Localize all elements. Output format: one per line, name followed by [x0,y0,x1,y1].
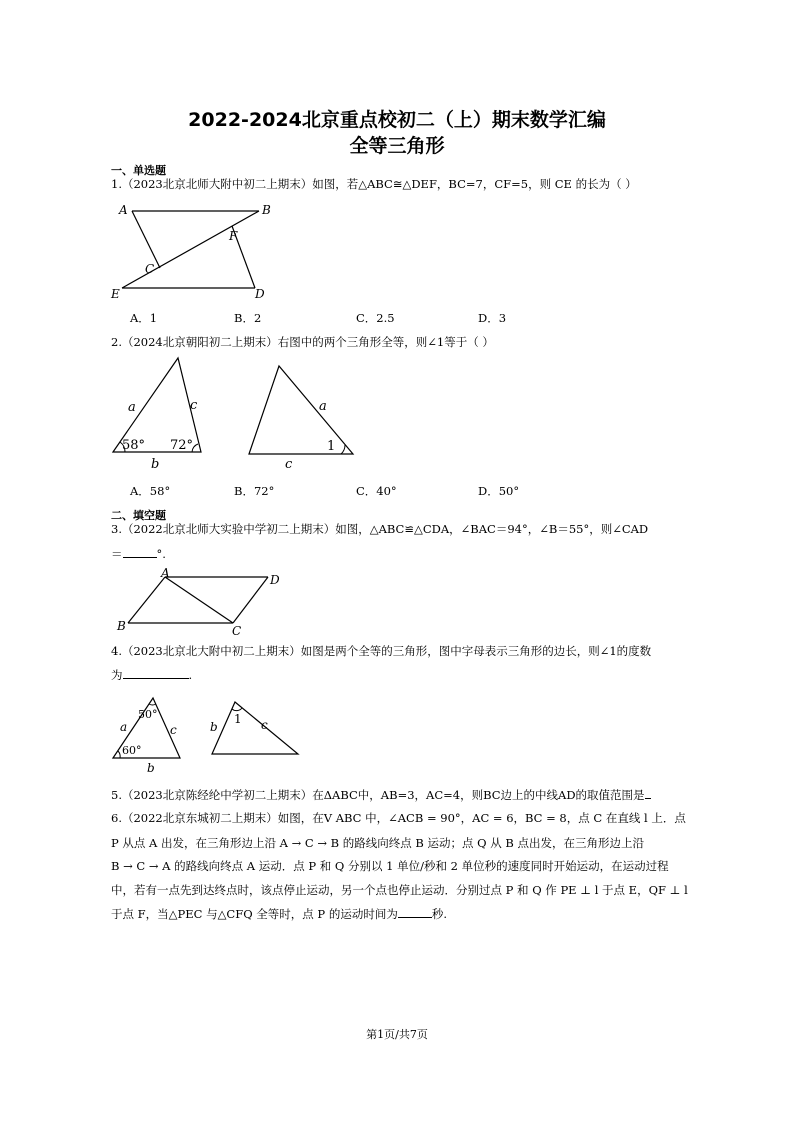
question-2-figure-left [108,352,208,474]
q2-left-angle-72: 72° [170,438,194,453]
q1-line-ac [132,211,160,268]
q2-right-angle-1: 1 [327,439,336,454]
q3-label-c: C [232,624,242,638]
q2-option-c[interactable]: C．40° [356,484,397,498]
question-1-text: 1.（2023北京北师大附中初二上期末）如图，若△ABC≅△DEF，BC=7，CF=5，则 CE 的长为（ ） [111,177,637,191]
q6-unit: 秒. [431,907,447,921]
q2-option-d[interactable]: D．50° [478,484,520,498]
q4-right-side-c: c [261,718,268,732]
q4-prefix: 为 [111,668,123,682]
question-6-line-5 [111,906,447,922]
q5-answer-blank[interactable] [645,787,651,799]
question-1-figure [108,198,288,304]
q1-label-d: D [255,287,265,301]
question-4-figure-right [200,694,305,760]
question-6-line-3: B → C → A 的路线向终点 A 运动．点 P 和 Q 分别以 1 单位/秒和 2 单位秒的速度同时开始运动，在运动过程 [111,859,669,873]
q4-left-angle-60: 60° [122,744,142,757]
q4-left-side-b: b [147,761,155,775]
question-2-figure-right [245,360,360,472]
q1-label-a: A [119,203,128,217]
q2-right-side-a: a [319,399,327,414]
q2-left-side-c: c [190,398,198,413]
q3-line-ab [128,577,165,623]
q1-line-eb [122,211,259,288]
question-6-line-2: P 从点 A 出发，在三角形边上沿 A → C → B 的路线向终点 B 运动；点 Q 从 B 点出发，在三角形边上沿 [111,836,645,850]
question-2-text: 2.（2024北京朝阳初二上期末）右图中的两个三角形全等，则∠1等于（ ） [111,335,494,349]
q1-label-e: E [111,287,120,301]
question-3-text: 3.（2022北京北师大实验中学初二上期末）如图，△ABC≌△CDA，∠BAC＝94°，∠B＝55°，则∠CAD [111,522,649,536]
q1-option-a[interactable]: A．1 [130,311,158,325]
q2-triangle-right [249,366,353,454]
page-number: 第1页/共7页 [366,1028,428,1041]
question-5-text [111,787,651,803]
q4-right-side-b: b [210,720,218,734]
q2-option-b[interactable]: B．72° [234,484,275,498]
q4-angle-arc-1 [232,708,242,711]
q3-line-ac [165,577,233,623]
q4-left-side-a: a [120,720,128,734]
question-4-answer-line [111,667,192,683]
q3-answer-blank[interactable] [123,546,157,558]
q3-label-d: D [270,573,280,587]
q4-angle-arc-bottom [118,751,120,758]
q2-right-side-c: c [285,457,293,472]
q3-label-a: A [161,566,170,580]
q4-suffix: . [188,668,193,682]
page-subtitle: 全等三角形 [349,135,445,157]
q6-answer-blank[interactable] [398,906,432,918]
question-3-figure [112,566,287,638]
q1-option-b[interactable]: B．2 [234,311,262,325]
q2-angle-arc-1 [341,445,345,454]
q4-left-side-c: c [170,723,177,737]
q3-line-cd [233,577,268,623]
q5-text: 5.（2023北京陈经纶中学初二上期末）在ΔABC中，AB=3，AC=4，则BC边上的中线AD的取值范围是 [111,788,645,802]
section-heading-single-choice: 一、单选题 [111,164,166,177]
question-6-line-1: 6.（2022北京东城初二上期末）如图，在V ABC 中，∠ACB = 90°，AC = 6，BC = 8，点 C 在直线 l 上．点 [111,811,686,825]
q4-answer-blank[interactable] [123,667,189,679]
q2-left-angle-58: 58° [122,438,146,453]
question-4-text: 4.（2023北京北大附中初二上期末）如图是两个全等的三角形，图中字母表示三角形的边长，则∠1的度数 [111,644,652,658]
q1-option-c[interactable]: C．2.5 [356,311,395,325]
q4-right-angle-1: 1 [234,712,242,726]
q2-left-side-a: a [128,400,136,415]
q3-equals: ＝ [111,547,123,561]
q2-option-a[interactable]: A．58° [130,484,171,498]
q4-angle-arc-top [149,704,156,705]
question-4-figure-left [108,694,183,776]
q1-option-d[interactable]: D．3 [478,311,507,325]
page-title: 2022-2024北京重点校初二（上）期末数学汇编 [188,109,606,131]
q6-line-5-text: 于点 F，当△PEC 与△CFQ 全等时，点 P 的运动时间为 [111,907,398,921]
q1-label-f: F [229,229,238,243]
section-heading-fill-in: 二、填空题 [111,509,166,522]
q1-label-c: C [145,262,155,276]
question-6-line-4: 中，若有一点先到达终点时，该点停止运动，另一个点也停止运动．分别过点 P 和 Q 作 PE ⊥ l 于点 E，QF ⊥ l [111,883,688,897]
q3-label-b: B [117,619,126,633]
q2-left-side-b: b [151,457,160,472]
q3-degree: °. [156,547,166,561]
q1-label-b: B [262,203,271,217]
q4-left-angle-50: 50° [138,708,158,721]
question-3-answer-line [111,546,166,562]
q4-triangle-right [212,702,298,754]
